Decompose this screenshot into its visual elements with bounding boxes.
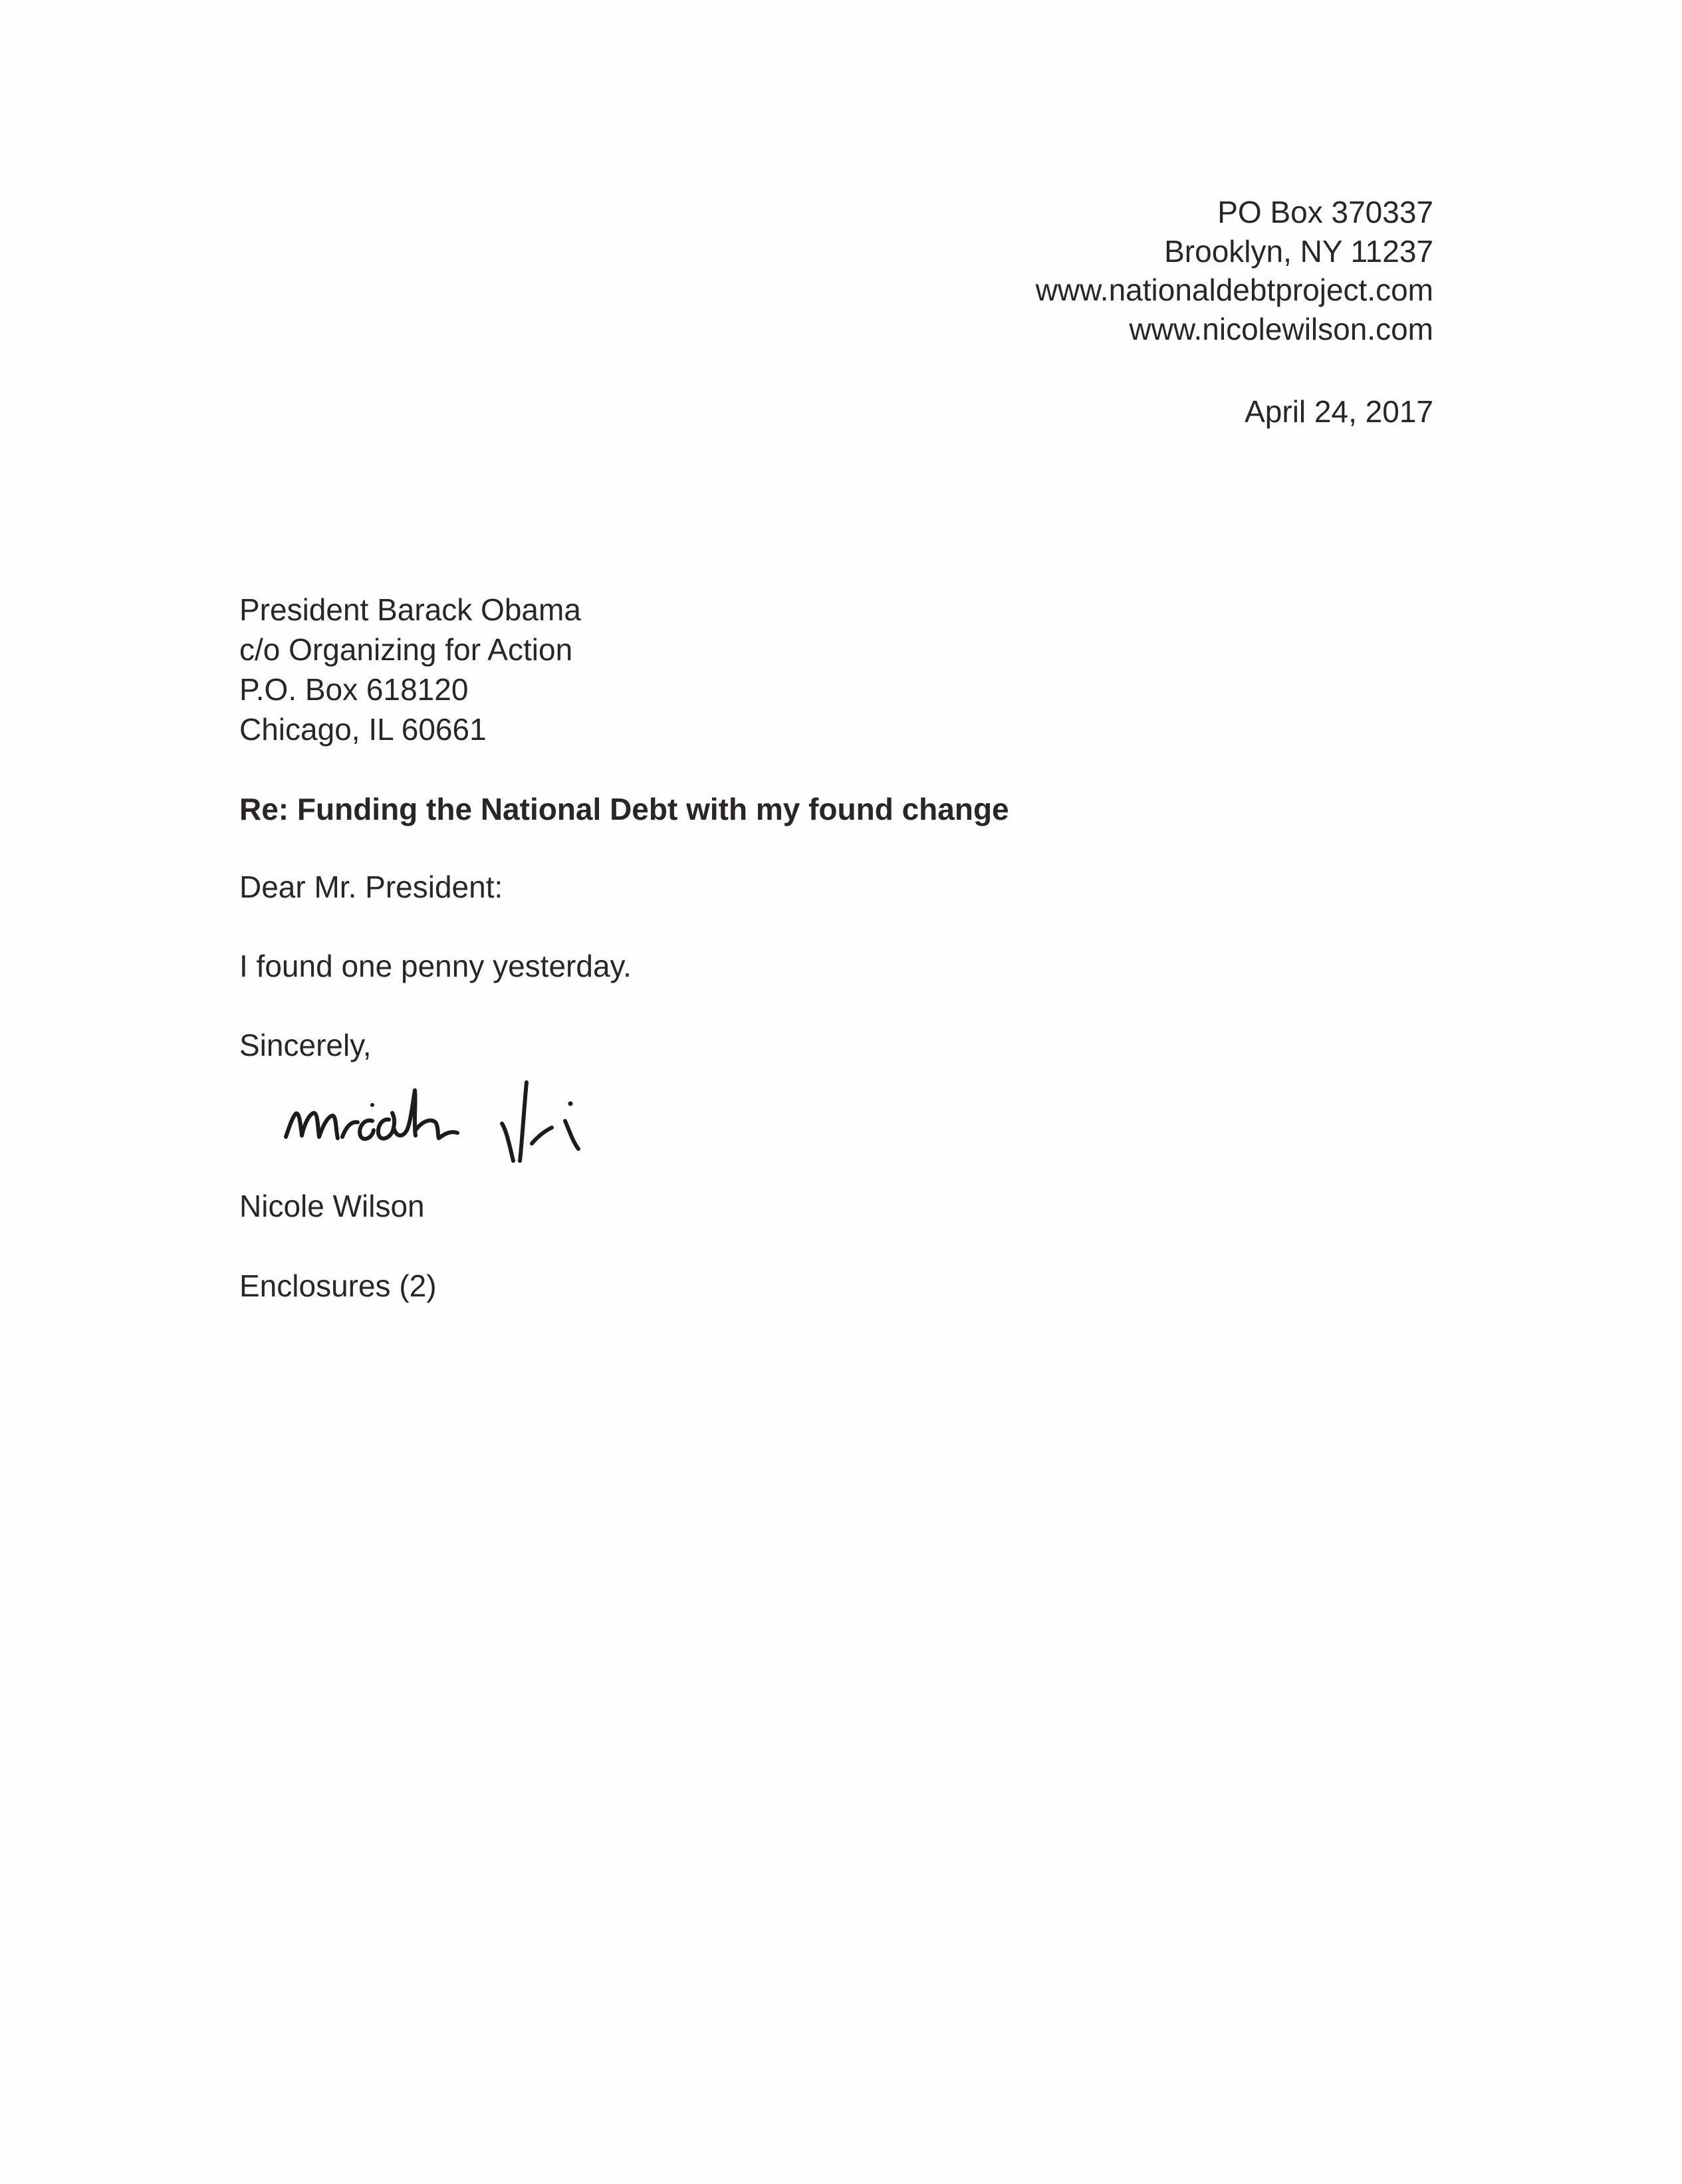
recipient-address-block (239, 590, 581, 749)
recipient-name: President Barack Obama (239, 592, 581, 627)
sender-address-line1: PO Box 370337 (1217, 195, 1433, 229)
recipient-po-box: P.O. Box 618120 (239, 672, 469, 707)
recipient-care-of: c/o Organizing for Action (239, 632, 573, 667)
letter-body: I found one penny yesterday. (239, 949, 632, 983)
sender-website-2: www.nicolewilson.com (1129, 311, 1433, 346)
recipient-city-state-zip: Chicago, IL 60661 (239, 712, 487, 747)
enclosures-note: Enclosures (2) (239, 1269, 437, 1303)
closing: Sincerely, (239, 1028, 372, 1062)
signer-name: Nicole Wilson (239, 1189, 425, 1223)
subject-line: Re: Funding the National Debt with my found change (239, 792, 1009, 826)
sender-website-1: www.nationaldebtproject.com (1035, 273, 1433, 307)
sender-address-block (1036, 193, 1433, 348)
salutation: Dear Mr. President: (239, 870, 503, 904)
letter-date: April 24, 2017 (1245, 394, 1433, 429)
handwritten-signature-icon (273, 1064, 671, 1170)
sender-address-line2: Brooklyn, NY 11237 (1164, 233, 1433, 269)
